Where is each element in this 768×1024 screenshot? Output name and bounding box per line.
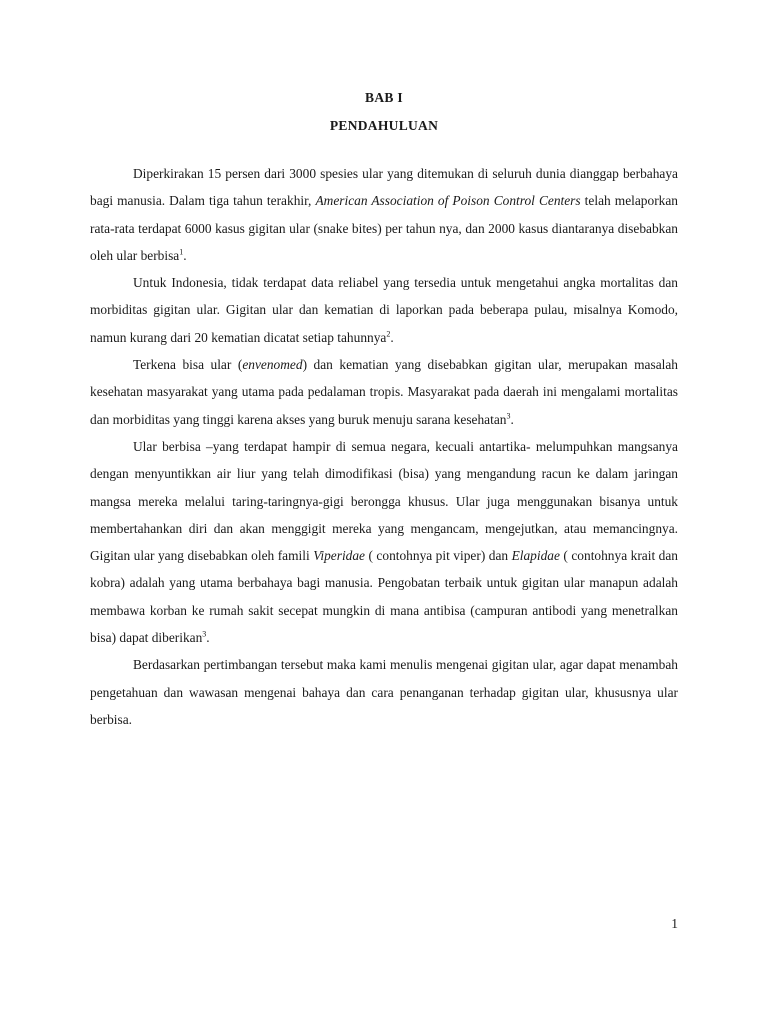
paragraph-5	[90, 651, 678, 733]
body-text	[90, 160, 678, 733]
text-run: telah melaporkan rata-rata terdapat 6000 kasus gigitan ular (snake bites) per tahun nya, dan 2000 kasus diantaranya disebabkan oleh ular berbisa	[90, 193, 678, 263]
text-run: .	[206, 630, 210, 646]
text-run: Berdasarkan pertimbangan tersebut maka kami menulis mengenai gigitan ular, agar dapat menambah pengetahuan dan wawasan mengenai bahaya dan cara penanganan terhadap gigitan ular, khususnya ular berbisa.	[90, 657, 678, 727]
chapter-heading: BAB I	[365, 90, 403, 105]
text-run: .	[510, 411, 514, 427]
footnote-reference: 3	[506, 411, 511, 421]
text-run: Terkena bisa ular (	[133, 357, 243, 373]
text-run: Diperkirakan 15 persen dari 3000 spesies ular yang ditemukan di seluruh dunia dianggap berbahaya bagi manusia. Dalam tiga tahun terakhir,	[90, 166, 678, 209]
text-run: .	[183, 247, 187, 263]
text-run: ) dan kematian yang disebabkan gigitan ular, merupakan masalah kesehatan masyarakat yang utama pada pedalaman tropis. Masyarakat pada daerah ini mengalami mortalitas dan morbiditas yang tinggi karena akses yang buruk menuju sarana kesehatan	[90, 357, 678, 427]
paragraph-1	[90, 160, 678, 269]
text-run: .	[390, 329, 394, 345]
italic-term: Elapidae	[511, 548, 560, 564]
text-run: ( contohnya krait dan kobra) adalah yang utama berbahaya bagi manusia. Pengobatan terbaik untuk gigitan ular manapun adalah membawa korban ke rumah sakit secepat mungkin di mana antibisa (campuran antibodi yang menetralkan bisa) dapat diberikan	[90, 548, 678, 646]
page-number: 1	[671, 916, 678, 931]
paragraph-4	[90, 433, 678, 651]
text-run: ( contohnya pit viper) dan	[365, 548, 512, 564]
text-run: Untuk Indonesia, tidak terdapat data reliabel yang tersedia untuk mengetahui angka mortalitas dan morbiditas gigitan ular. Gigitan ular dan kematian di laporkan pada beberapa pulau, misalnya Komodo, namun kurang dari 20 kematian dicatat setiap tahunnya	[90, 275, 678, 345]
italic-term: American Association of Poison Control Centers	[315, 193, 581, 209]
italic-term: Viperidae	[313, 548, 365, 564]
paragraph-2	[90, 269, 678, 351]
footnote-reference: 2	[386, 329, 391, 339]
chapter-title: PENDAHULUAN	[329, 118, 439, 133]
footnote-reference: 3	[202, 629, 207, 639]
paragraph-3	[90, 351, 678, 433]
footnote-reference: 1	[179, 247, 184, 257]
text-run: Ular berbisa –yang terdapat hampir di semua negara, kecuali antartika- melumpuhkan mangsanya dengan menyuntikkan air liur yang telah dimodifikasi (bisa) yang mengandung racun ke dalam jaringan mangsa mereka melalui taring-taringnya-gigi berongga khusus. Ular juga menggunakan bisanya untuk membertahankan diri dan akan menggigit mereka yang mengancam, mengejutkan, atau memancingnya. Gigitan ular yang disebabkan oleh famili	[90, 438, 678, 564]
italic-term: envenomed	[242, 357, 303, 373]
